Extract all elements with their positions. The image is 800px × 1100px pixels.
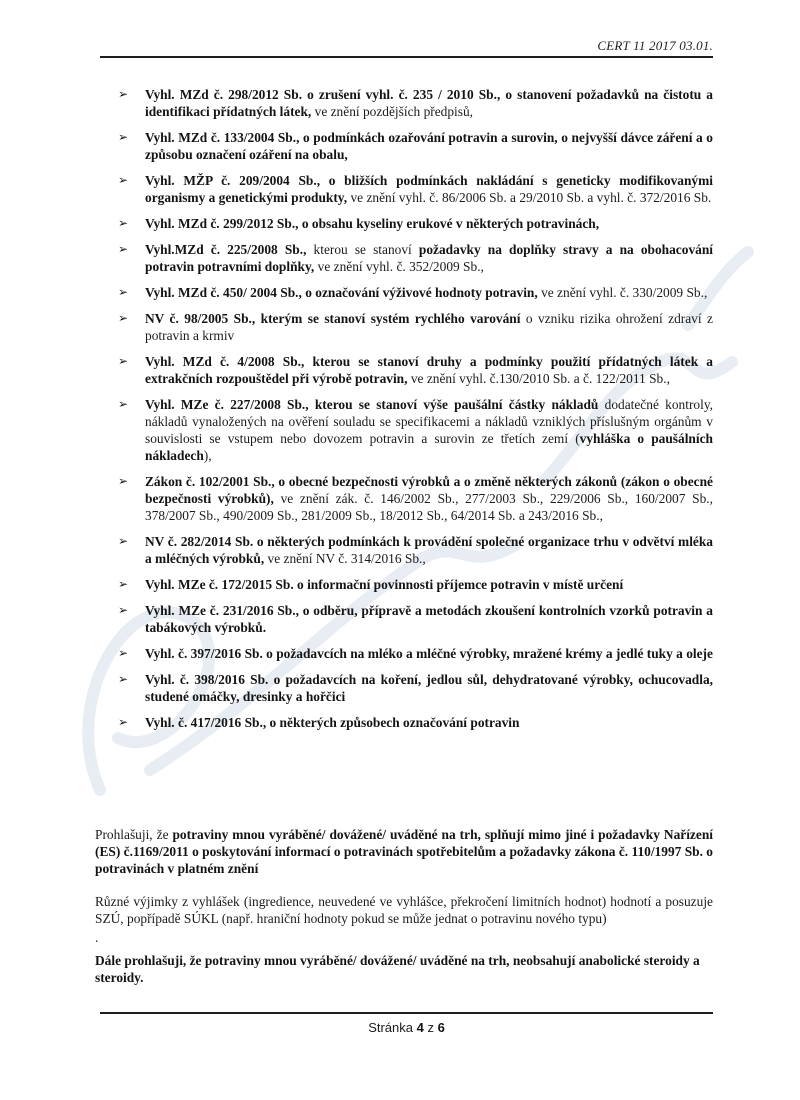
arrow-bullet-icon: ➢ — [118, 216, 129, 230]
law-item-text — [145, 241, 713, 275]
regular-text: ve znění vyhl. č. 86/2006 Sb. a 29/2010 Sb. a vyhl. č. 372/2016 Sb. — [347, 190, 712, 205]
bold-text: Vyhl. MZd č. 299/2012 Sb., o obsahu kyseliny erukové v některých potravinách, — [145, 216, 600, 231]
law-item-text — [145, 671, 713, 705]
bold-text: Vyhl. č. 417/2016 Sb., o některých způsobech označování potravin — [145, 715, 520, 730]
law-item-text — [145, 310, 713, 344]
list-item — [100, 129, 713, 163]
regular-text: ve znění vyhl. č.130/2010 Sb. a č. 122/2011 Sb., — [407, 371, 670, 386]
arrow-bullet-icon: ➢ — [118, 646, 129, 660]
bold-text: NV č. 98/2005 Sb., kterým se stanoví systém rychlého varování — [145, 311, 521, 326]
bold-text: Vyhl. MZe č. 172/2015 Sb. o informační povinnosti příjemce potravin v místě určení — [145, 577, 624, 592]
regular-text: o vzniku rizika ohrožení zdraví z potravin a krmiv — [145, 311, 713, 343]
list-item — [100, 602, 713, 636]
list-item — [100, 714, 713, 731]
law-item-text — [145, 714, 713, 731]
bold-text: Vyhl. MZe č. 227/2008 Sb., kterou se stanoví výše paušální částky nákladů — [145, 397, 599, 412]
declaration-paragraph — [95, 893, 713, 927]
declaration-paragraph — [95, 952, 713, 986]
law-item-text — [145, 215, 713, 232]
list-item — [100, 86, 713, 120]
bold-text: Vyhl. MZd č. 4/2008 Sb., kterou se stanoví druhy a podmínky použití přídatných látek a extrakčních rozpouštědel při výrobě potravin, — [145, 354, 713, 386]
bold-text: vyhláška o paušálních nákladech — [145, 431, 713, 463]
arrow-bullet-icon: ➢ — [118, 672, 129, 686]
list-item — [100, 671, 713, 705]
list-item — [100, 473, 713, 524]
arrow-bullet-icon: ➢ — [118, 173, 129, 187]
arrow-bullet-icon: ➢ — [118, 87, 129, 101]
list-item — [100, 353, 713, 387]
bold-text: Vyhl.MZd č. 225/2008 Sb., — [145, 242, 307, 257]
law-item-text — [145, 645, 713, 662]
regular-text: z — [423, 1020, 438, 1035]
regular-text: ), — [203, 448, 212, 463]
bold-text: Vyhl. MZd č. 133/2004 Sb., o podmínkách ozařování potravin a surovin, o nejvyšší dávce záření a o způsobu označení ozáření na obalu, — [145, 130, 713, 162]
bold-text: potraviny mnou vyráběné/ dovážené/ uváděné na trh, splňují mimo jiné i požadavky Nařízení (ES) č.1169/2011 o poskytování informací o potravinách spotřebitelům a požadavky zákona č. 110/1997 Sb. o potravinách v platném znění — [95, 827, 713, 876]
law-item-text — [145, 284, 713, 301]
bold-text: Vyhl. MZe č. 231/2016 Sb., o odběru, přípravě a metodách zkoušení kontrolních vzorků potravin a tabákových výrobků. — [145, 603, 713, 635]
footer-rule — [100, 1012, 713, 1014]
list-item — [100, 533, 713, 567]
arrow-bullet-icon: ➢ — [118, 603, 129, 617]
arrow-bullet-icon: ➢ — [118, 311, 129, 325]
page-number — [100, 1020, 713, 1035]
regular-text: . — [95, 930, 99, 945]
regular-text: ve znění vyhl. č. 330/2009 Sb., — [537, 285, 708, 300]
arrow-bullet-icon: ➢ — [118, 130, 129, 144]
law-item-text — [145, 172, 713, 206]
list-item — [100, 576, 713, 593]
regular-text: Stránka — [368, 1020, 417, 1035]
law-item-text — [145, 602, 713, 636]
bold-text: Vyhl. MZd č. 450/ 2004 Sb., o označování výživové hodnoty potravin, — [145, 285, 538, 300]
arrow-bullet-icon: ➢ — [118, 285, 129, 299]
declarations — [95, 826, 713, 986]
doc-code: CERT 11 2017 03.01. — [597, 38, 713, 53]
law-list — [100, 86, 713, 740]
bold-text: Zákon č. 102/2001 Sb., o obecné bezpečnosti výrobků a o změně některých zákonů (zákon o obecné bezpečnosti výrobků), — [145, 474, 713, 506]
arrow-bullet-icon: ➢ — [118, 534, 129, 548]
arrow-bullet-icon: ➢ — [118, 715, 129, 729]
list-item — [100, 284, 713, 301]
list-item — [100, 215, 713, 232]
law-item-text — [145, 576, 713, 593]
list-item — [100, 241, 713, 275]
arrow-bullet-icon: ➢ — [118, 354, 129, 368]
bold-text: Vyhl. č. 397/2016 Sb. o požadavcích na mléko a mléčné výrobky, mražené krémy a jedlé tuky a oleje — [145, 646, 713, 661]
regular-text: ve znění pozdějších předpisů, — [311, 104, 474, 119]
bold-text: Vyhl. MZd č. 298/2012 Sb. o zrušení vyhl. č. 235 / 2010 Sb., o stanovení požadavků na čistotu a identifikaci přídatných látek, — [145, 87, 713, 119]
bold-text: Vyhl. MŽP č. 209/2004 Sb., o bližších podmínkách nakládání s geneticky modifikovanými organismy a genetickými produkty, — [145, 173, 713, 205]
bold-text: NV č. 282/2014 Sb. o některých podmínkách k provádění společné organizace trhu v odvětví mléka a mléčných výrobků, — [145, 534, 713, 566]
regular-text: ve znění NV č. 314/2016 Sb., — [264, 551, 426, 566]
law-item-text — [145, 86, 713, 120]
list-item — [100, 172, 713, 206]
law-item-text — [145, 473, 713, 524]
bold-text: Dále prohlašuji, že potraviny mnou vyráběné/ dovážené/ uváděné na trh, neobsahují anabolické steroidy a steroidy. — [95, 953, 700, 985]
regular-text: Prohlašuji, že — [95, 827, 173, 842]
list-item — [100, 645, 713, 662]
law-item-text — [145, 129, 713, 163]
arrow-bullet-icon: ➢ — [118, 577, 129, 591]
regular-text: ve znění vyhl. č. 352/2009 Sb., — [314, 259, 484, 274]
declaration-paragraph — [95, 929, 713, 946]
bold-text: požadavky na doplňky stravy a na obohacování potravin potravními doplňky, — [145, 242, 714, 274]
regular-text: dodatečné kontroly, nákladů vynaložených na ověření souladu se specifikacemi a nákladů vzniklých příslušným orgánům v souvislosti se vstupem nebo dovozem potravin a surovin ze třetích zemí ( — [145, 397, 713, 446]
regular-text: Různé výjimky z vyhlášek (ingredience, neuvedené ve vyhlášce, překročení limitních hodnot) hodnotí a posuzuje SZÚ, popřípadě SÚKL (např. hraniční hodnoty pokud se může jednat o potravinu nového typu) — [95, 894, 713, 926]
law-item-text — [145, 353, 713, 387]
bold-text: 6 — [437, 1020, 445, 1035]
law-item-text — [145, 533, 713, 567]
bold-text: 4 — [416, 1020, 424, 1035]
arrow-bullet-icon: ➢ — [118, 397, 129, 411]
arrow-bullet-icon: ➢ — [118, 242, 129, 256]
declaration-paragraph — [95, 826, 713, 877]
law-item-text — [145, 396, 713, 464]
regular-text: ve znění zák. č. 146/2002 Sb., 277/2003 Sb., 229/2006 Sb., 160/2007 Sb., 378/2007 Sb., 490/2009 Sb., 281/2009 Sb., 18/2012 Sb., 64/2014 Sb. a 243/2016 Sb., — [145, 491, 713, 523]
list-item — [100, 396, 713, 464]
bold-text: Vyhl. č. 398/2016 Sb. o požadavcích na koření, jedlou sůl, dehydratované výrobky, ochucovadla, studené omáčky, dresinky a hořčici — [145, 672, 713, 704]
regular-text: kterou se stanoví — [306, 242, 419, 257]
header-rule — [100, 56, 713, 58]
list-item — [100, 310, 713, 344]
arrow-bullet-icon: ➢ — [118, 474, 129, 488]
